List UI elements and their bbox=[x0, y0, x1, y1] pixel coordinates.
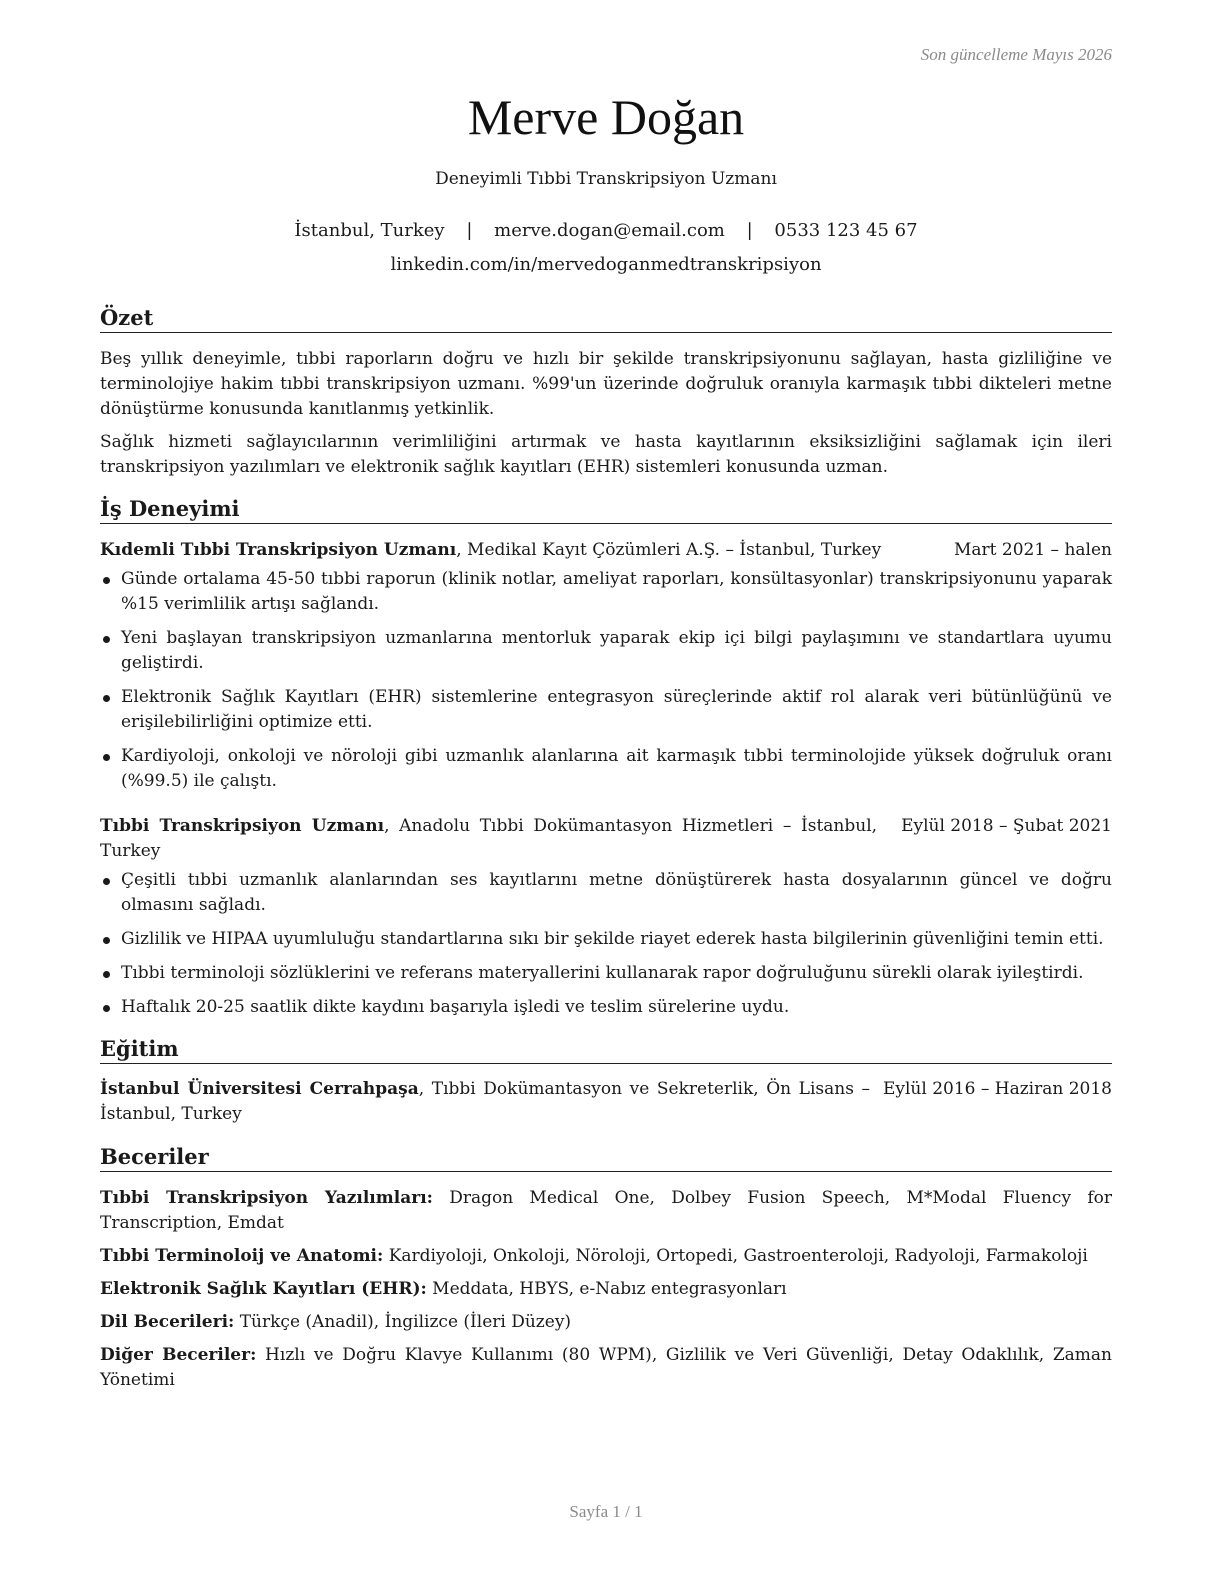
candidate-name: Merve Doğan bbox=[467, 89, 745, 145]
skill-value: Kardiyoloji, Onkoloji, Nöroloji, Ortopedi, Gastroenteroloji, Radyoloji, Farmakoloji bbox=[383, 1246, 1088, 1266]
skill-label: Tıbbi Terminoloij ve Anatomi: bbox=[100, 1246, 384, 1266]
education-detail: , Tıbbi Dokümantasyon ve Sekreterlik, Ön Lisans – İstanbul, Turkey bbox=[100, 1079, 871, 1124]
summary-paragraph: Sağlık hizmeti sağlayıcılarının verimliliğini artırmak ve hasta kayıtlarının eksiksizliğini sağlamak için ileri transkripsiyon yazılımları ve elektronik sağlık kayıtları (EHR) sistemleri konusunda uzman. bbox=[100, 432, 1112, 477]
contact-line bbox=[100, 219, 1112, 243]
skill-label: Elektronik Sağlık Kayıtları (EHR): bbox=[100, 1279, 427, 1299]
skill-label: Dil Becerileri: bbox=[100, 1312, 235, 1332]
list-item: Yeni başlayan transkripsiyon uzmanlarına mentorluk yaparak ekip içi bilgi paylaşımını ve standartlara uyumu geliştirdi. bbox=[100, 626, 1112, 676]
skill-row bbox=[100, 1186, 1112, 1236]
skill-value: Hızlı ve Doğru Klavye Kullanımı (80 WPM), Gizlilik ve Veri Güvenliği, Detay Odaklılık, Zaman Yönetimi bbox=[100, 1345, 1112, 1390]
job-header bbox=[100, 814, 1112, 864]
section-title-summary: Özet bbox=[100, 304, 1112, 333]
skills-list bbox=[100, 1186, 1112, 1393]
skill-value: Meddata, HBYS, e-Nabız entegrasyonları bbox=[426, 1279, 787, 1299]
skill-label: Tıbbi Transkripsiyon Yazılımları: bbox=[100, 1188, 433, 1208]
section-title-education: Eğitim bbox=[100, 1035, 1112, 1064]
job-role: Tıbbi Transkripsiyon Uzmanı bbox=[100, 816, 385, 836]
last-updated: Son güncelleme Mayıs 2026 bbox=[920, 45, 1112, 64]
resume-body bbox=[100, 304, 1112, 1401]
resume-page bbox=[100, 0, 1112, 1584]
education-dates: Eylül 2016 – Haziran 2018 bbox=[882, 1079, 1112, 1099]
email-link[interactable]: merve.dogan@email.com bbox=[494, 220, 725, 241]
skill-label: Diğer Beceriler: bbox=[100, 1345, 257, 1365]
phone: 0533 123 45 67 bbox=[774, 220, 918, 241]
list-item: Haftalık 20-25 saatlik dikte kaydını başarıyla işledi ve teslim sürelerine uydu. bbox=[100, 995, 1112, 1020]
page-number: Sayfa 1 / 1 bbox=[569, 1502, 643, 1521]
job-header bbox=[100, 538, 1112, 563]
education-entry bbox=[100, 1077, 1112, 1127]
list-item: Elektronik Sağlık Kayıtları (EHR) sistemlerine entegrasyon süreçlerinde aktif rol alarak veri bütünlüğünü ve erişilebilirliğini optimize etti. bbox=[100, 685, 1112, 735]
job-entry bbox=[100, 538, 1112, 794]
list-item: Günde ortalama 45-50 tıbbi raporun (klinik notlar, ameliyat raporları, konsültasyonlar) transkripsiyonunu yaparak %15 verimlilik artışı sağlandı. bbox=[100, 567, 1112, 617]
linkedin-link[interactable]: linkedin.com/in/mervedoganmedtranskripsiyon bbox=[390, 254, 822, 275]
job-entry bbox=[100, 814, 1112, 1020]
section-title-skills: Beceriler bbox=[100, 1143, 1112, 1172]
headline: Deneyimli Tıbbi Transkripsiyon Uzmanı bbox=[435, 169, 777, 189]
contact-separator: | bbox=[466, 220, 473, 241]
job-dates: Mart 2021 – halen bbox=[953, 540, 1112, 560]
list-item: Tıbbi terminoloji sözlüklerini ve referans materyallerini kullanarak rapor doğruluğunu sürekli olarak iyileştirdi. bbox=[100, 961, 1112, 986]
skill-value: Türkçe (Anadil), İngilizce (İleri Düzey) bbox=[234, 1312, 572, 1332]
skill-row bbox=[100, 1244, 1112, 1269]
job-dates: Eylül 2018 – Şubat 2021 bbox=[901, 816, 1112, 836]
job-bullets bbox=[100, 567, 1112, 794]
job-bullets bbox=[100, 868, 1112, 1020]
list-item: Gizlilik ve HIPAA uyumluluğu standartlarına sıkı bir şekilde riayet ederek hasta bilgilerinin güvenliğini temin etti. bbox=[100, 927, 1112, 952]
section-title-experience: İş Deneyimi bbox=[100, 495, 1112, 524]
skill-row bbox=[100, 1277, 1112, 1302]
skill-row bbox=[100, 1343, 1112, 1393]
job-org: , Medikal Kayıt Çözümleri A.Ş. – İstanbul, Turkey bbox=[456, 540, 882, 560]
skill-value: Dragon Medical One, Dolbey Fusion Speech, M*Modal Fluency for Transcription, Emdat bbox=[100, 1188, 1112, 1233]
job-org: , Anadolu Tıbbi Dokümantasyon Hizmetleri – İstanbul, Turkey bbox=[100, 816, 878, 861]
summary-paragraph: Beş yıllık deneyimle, tıbbi raporların doğru ve hızlı bir şekilde transkripsiyonunu sağlayan, hasta gizliliğine ve terminolojiye hakim tıbbi transkripsiyon uzmanı. %99'un üzerinde doğruluk oranıyla karmaşık tıbbi dikteleri metne dönüştürme konusunda kanıtlanmış yetkinlik. bbox=[100, 349, 1112, 419]
list-item: Çeşitli tıbbi uzmanlık alanlarından ses kayıtlarını metne dönüştürerek hasta dosyalarının güncel ve doğru olmasını sağladı. bbox=[100, 868, 1112, 918]
location: İstanbul, Turkey bbox=[294, 220, 445, 241]
job-role: Kıdemli Tıbbi Transkripsiyon Uzmanı bbox=[100, 540, 457, 560]
school-name: İstanbul Üniversitesi Cerrahpaşa bbox=[100, 1079, 419, 1099]
contact-separator: | bbox=[746, 220, 753, 241]
skill-row bbox=[100, 1310, 1112, 1335]
list-item: Kardiyoloji, onkoloji ve nöroloji gibi uzmanlık alanlarına ait karmaşık tıbbi terminolojide yüksek doğruluk oranı (%99.5) ile çalıştı. bbox=[100, 744, 1112, 794]
